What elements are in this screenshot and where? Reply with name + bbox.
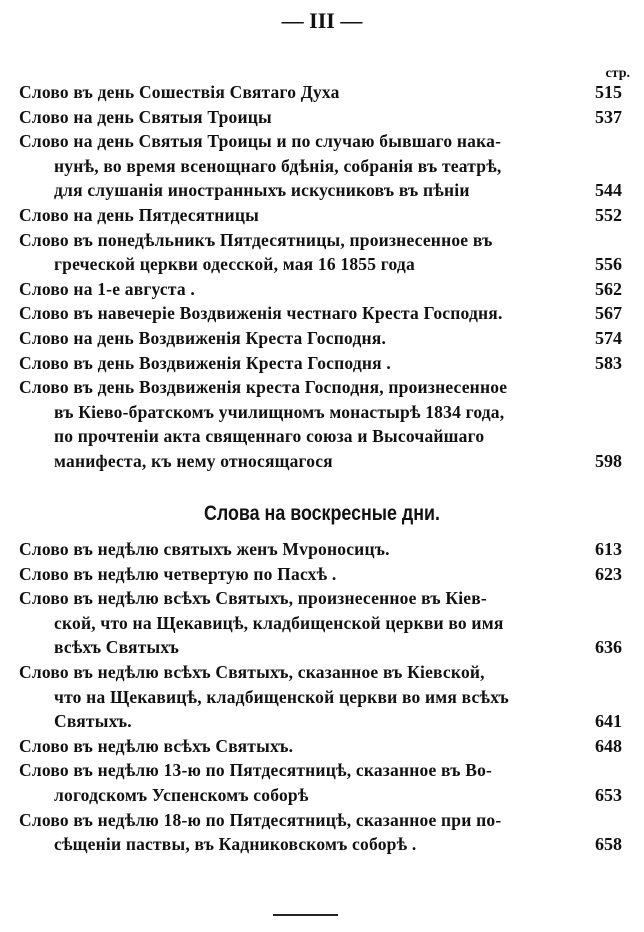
toc-entry-text: Слово на день Святыя Троицы bbox=[19, 106, 272, 127]
toc-entry-text: ской, что на Щекавицѣ, кладбищенской церкви во имя bbox=[54, 612, 504, 633]
toc-entry-text: Слово въ недѣлю святыхъ женъ Мvроносицъ. bbox=[19, 539, 390, 559]
toc-entry-page: 598 bbox=[595, 451, 622, 471]
toc-entry-text: Слово въ день Воздвиженія Креста Господня . bbox=[19, 352, 391, 373]
toc-entry-text: Слово въ понедѣльникъ Пятдесятницы, произнесенное въ bbox=[19, 229, 493, 250]
toc-entry-page: 552 bbox=[595, 205, 622, 225]
closing-rule bbox=[273, 914, 338, 916]
toc-entry-text: Слово въ недѣлю 18-ю по Пятдесятницѣ, сказанное при по- bbox=[19, 809, 502, 830]
toc-entry-page: 567 bbox=[595, 303, 622, 324]
toc-entry-text: Слово на день Святыя Троицы и по случаю бывшаго нака- bbox=[19, 131, 502, 152]
toc-entry-page: 641 bbox=[595, 711, 622, 732]
toc-entry-text: Святыхъ. bbox=[54, 711, 132, 732]
toc-entry-text: нунѣ, во время всенощнаго бдѣнія, собранія въ театрѣ, bbox=[54, 155, 502, 176]
toc-entry-page: 556 bbox=[595, 254, 622, 275]
toc-entry-text: въ Кіево-братскомъ училищномъ монастырѣ 1834 года, bbox=[54, 401, 505, 422]
toc-entry-page: 544 bbox=[595, 180, 622, 201]
toc-entry-text: Слово въ недѣлю всѣхъ Святыхъ. bbox=[19, 735, 294, 756]
toc-entry-text: Слово въ день Воздвиженія креста Господня, произнесенное bbox=[19, 377, 508, 398]
toc-entry-text: сѣщеніи паствы, въ Кадниковскомъ соборѣ . bbox=[54, 834, 417, 855]
page-column-label: стр. bbox=[605, 66, 630, 81]
toc-entry-text: Слово на 1-е августа . bbox=[19, 278, 195, 299]
toc-entry-text: Слово въ день Сошествія Святаго Духа bbox=[19, 82, 340, 102]
toc-entry-page: 636 bbox=[595, 637, 622, 658]
toc-entry-page: 537 bbox=[595, 106, 622, 127]
toc-entry-text: по прочтеніи акта священнаго союза и Высочайшаго bbox=[54, 426, 485, 447]
toc-entry-text: всѣхъ Святыхъ bbox=[54, 637, 180, 658]
toc-entry-page: 623 bbox=[595, 563, 622, 584]
toc-entry-text: Слово въ недѣлю четвертую по Пасхѣ . bbox=[19, 563, 337, 584]
toc-entry-page: 515 bbox=[595, 82, 622, 102]
toc-entry-page: 613 bbox=[595, 539, 622, 559]
toc-entry-text: манифеста, къ нему относящагося bbox=[54, 451, 333, 471]
toc-entry-text: для слушанія иностранныхъ искусниковъ въ пѣніи bbox=[54, 180, 470, 201]
toc-entry-text: Слово на день Воздвиженія Креста Господня. bbox=[19, 328, 387, 348]
toc-entry-text: Слово въ навечеріе Воздвиженія честнаго Креста Господня. bbox=[19, 303, 503, 324]
toc-entry-text: логодскомъ Успенскомъ соборѣ bbox=[54, 785, 309, 805]
toc-entry-page: 562 bbox=[595, 278, 622, 299]
toc-entry-text: Слово въ недѣлю всѣхъ Святыхъ, сказанное въ Кіевской, bbox=[19, 662, 485, 682]
toc-entry-text: Слово на день Пятдесятницы bbox=[19, 205, 259, 225]
toc-entry-page: 653 bbox=[595, 785, 622, 805]
toc-entry-text: Слово въ недѣлю 13-ю по Пятдесятницѣ, сказанное въ Во- bbox=[19, 760, 493, 781]
page-number: — III — bbox=[281, 8, 363, 33]
toc-entry-page: 658 bbox=[595, 834, 622, 855]
toc-entry-text: Слово въ недѣлю всѣхъ Святыхъ, произнесенное въ Кіев- bbox=[19, 588, 487, 609]
toc-entry-text: греческой церкви одесской, мая 16 1855 года bbox=[54, 254, 415, 275]
toc-entry-text: что на Щекавицѣ, кладбищенской церкви во имя всѣхъ bbox=[54, 686, 509, 707]
toc-entry-page: 648 bbox=[595, 735, 622, 756]
section-heading: Слова на воскресные дни. bbox=[204, 502, 440, 525]
toc-entry-page: 574 bbox=[595, 328, 622, 348]
toc-entry-page: 583 bbox=[595, 352, 622, 373]
